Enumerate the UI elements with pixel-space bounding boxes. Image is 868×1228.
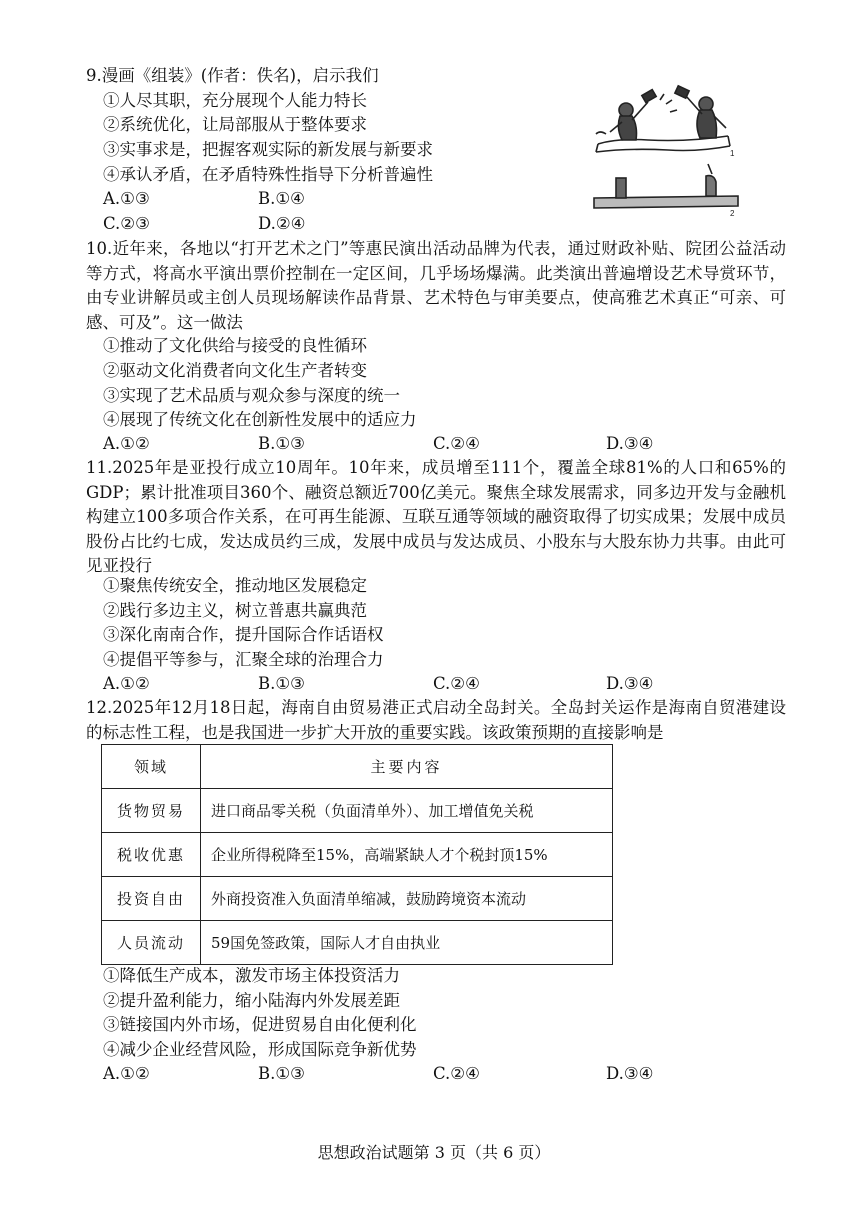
q12-item-3: ③链接国内外市场，促进贸易自由化便利化 <box>103 1015 417 1034</box>
q12-item-1: ①降低生产成本，激发市场主体投资活力 <box>103 966 400 985</box>
q12-option-b: B.①③ <box>258 1064 305 1083</box>
table-row <box>102 789 613 833</box>
table-header-row <box>102 745 613 789</box>
table-header-field: 领域 <box>102 745 201 789</box>
q11-option-c: C.②④ <box>433 674 480 693</box>
q11-item-3: ③深化南南合作，提升国际合作话语权 <box>103 625 384 644</box>
table-cell-content: 外商投资准入负面清单缩减，鼓励跨境资本流动 <box>201 877 613 921</box>
table-header-content: 主要内容 <box>201 745 613 789</box>
table-row <box>102 833 613 877</box>
table-cell-content: 进口商品零关税（负面清单外）、加工增值免关税 <box>201 789 613 833</box>
table-cell-content: 59国免签政策，国际人才自由执业 <box>201 921 613 965</box>
q12-stem: 12.2025年12月18日起，海南自由贸易港正式启动全岛封关。全岛封关运作是海南自贸港建设的标志性工程，也是我国进一步扩大开放的重要实践。该政策预期的直接影响是 <box>86 698 786 742</box>
q10-option-a: A.①② <box>103 434 150 453</box>
table-cell-field: 税收优惠 <box>102 833 201 877</box>
assembly-cartoon-image <box>588 82 748 222</box>
table-row <box>102 921 613 965</box>
q9-item-1: ①人尽其职，充分展现个人能力特长 <box>103 91 367 110</box>
table-row <box>102 877 613 921</box>
table-cell-field: 投资自由 <box>102 877 201 921</box>
table-cell-field: 人员流动 <box>102 921 201 965</box>
q9-option-b: B.①④ <box>258 189 305 208</box>
q10-option-d: D.③④ <box>606 434 654 453</box>
cartoon-label-2: 2 <box>730 209 735 218</box>
q9-item-3: ③实事求是，把握客观实际的新发展与新要求 <box>103 140 433 159</box>
q12-option-c: C.②④ <box>433 1064 480 1083</box>
q12-option-d: D.③④ <box>606 1064 654 1083</box>
q10-item-1: ①推动了文化供给与接受的良性循环 <box>103 336 367 355</box>
q12-item-4: ④减少企业经营风险，形成国际竞争新优势 <box>103 1040 417 1059</box>
table-cell-field: 货物贸易 <box>102 789 201 833</box>
q9-item-2: ②系统优化，让局部服从于整体要求 <box>103 115 367 134</box>
q10-option-c: C.②④ <box>433 434 480 453</box>
q10-item-3: ③实现了艺术品质与观众参与深度的统一 <box>103 386 400 405</box>
q9-option-d: D.②④ <box>258 214 306 233</box>
q11-stem: 11.2025年是亚投行成立10周年。10年来，成员增至111个，覆盖全球81%的人口和65%的GDP；累计批准项目360个、融资总额近700亿美元。聚焦全球发展需求，同多边开发与金融机构建立100多项合作关系，在可再生能源、互联互通等领域的融资取得了切实成果；发展中成员股份占比约七成，发达成员约三成，发展中成员与发达成员、小股东与大股东协力共事。由此可见亚投行 <box>86 458 786 575</box>
q9-option-c: C.②③ <box>103 214 150 233</box>
q9-item-4: ④承认矛盾，在矛盾特殊性指导下分析普遍性 <box>103 165 433 184</box>
q11-item-4: ④提倡平等参与，汇聚全球的治理合力 <box>103 650 384 669</box>
q9-stem: 9.漫画《组装》(作者：佚名)，启示我们 <box>86 66 379 85</box>
q10-option-b: B.①③ <box>258 434 305 453</box>
q12-item-2: ②提升盈利能力，缩小陆海内外发展差距 <box>103 991 400 1010</box>
q10-item-4: ④展现了传统文化在创新性发展中的适应力 <box>103 410 417 429</box>
q11-option-d: D.③④ <box>606 674 654 693</box>
q10-stem: 10.近年来，各地以“打开艺术之门”等惠民演出活动品牌为代表，通过财政补贴、院团公益活动等方式，将高水平演出票价控制在一定区间，几乎场场爆满。此类演出普遍增设艺术导赏环节，由专业讲解员或主创人员现场解读作品背景、艺术特色与审美要点，使高雅艺术真正“可亲、可感、可及”。这一做法 <box>86 239 786 332</box>
q11-item-1: ①聚焦传统安全，推动地区发展稳定 <box>103 576 367 595</box>
page-footer: 思想政治试题第 3 页（共 6 页） <box>317 1143 551 1162</box>
cartoon-label-1: 1 <box>730 149 735 158</box>
q10-item-2: ②驱动文化消费者向文化生产者转变 <box>103 361 367 380</box>
q11-option-a: A.①② <box>103 674 150 693</box>
policy-table <box>101 744 613 965</box>
q12-option-a: A.①② <box>103 1064 150 1083</box>
q9-option-a: A.①③ <box>103 189 150 208</box>
q11-item-2: ②践行多边主义，树立普惠共赢典范 <box>103 601 367 620</box>
table-cell-content: 企业所得税降至15%，高端紧缺人才个税封顶15% <box>201 833 613 877</box>
q11-option-b: B.①③ <box>258 674 305 693</box>
